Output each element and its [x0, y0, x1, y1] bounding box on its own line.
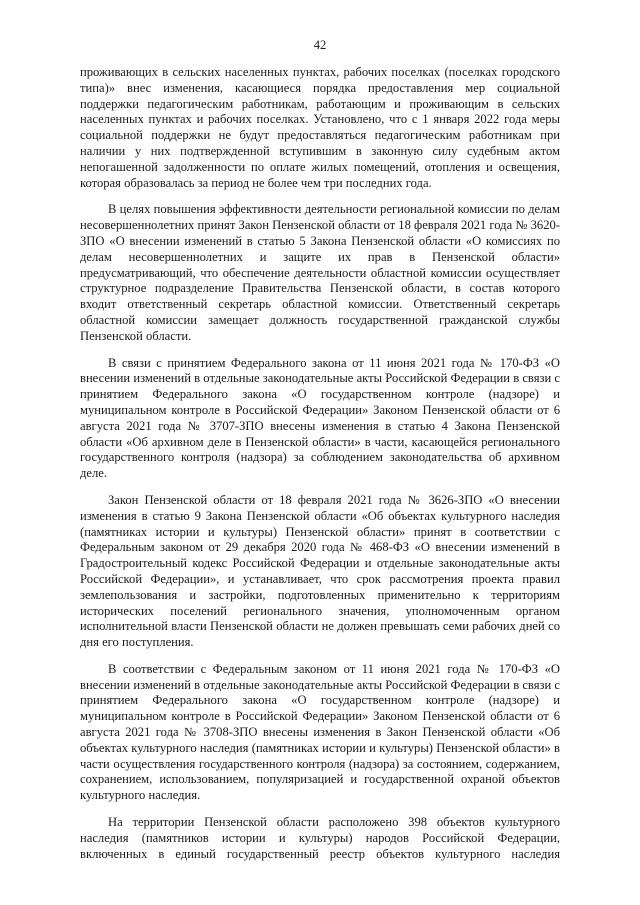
paragraph-6: На территории Пензенской области расположено 398 объектов культурного наследия (памятников истории и культуры) народов Российской Федерации, включенных в единый государственный реестр объектов культурного наследия	[80, 815, 560, 861]
paragraph-4: Закон Пензенской области от 18 февраля 2021 года № 3626-ЗПО «О внесении изменения в статью 9 Закона Пензенской области «Об объектах культурного наследия (памятниках истории и культуры) Пензенской области» принят в соответствии с Федеральным законом от 29 декабря 2020 года № 468-ФЗ «О внесении изменений в Градостроительный кодекс Российской Федерации и отдельные законодательные акты Российской Федерации», и устанавливает, что срок рассмотрения проекта правил землепользования и застройки, подготовленных применительно к территориям исторических поселений регионального значения, уполномоченным органом исполнительной власти Пензенской области не должен превышать семи рабочих дней со дня его поступления.	[80, 492, 560, 650]
paragraph-5: В соответствии с Федеральным законом от 11 июня 2021 года № 170-ФЗ «О внесении изменений в отдельные законодательные акты Российской Федерации в связи с принятием Федерального закона «О государственном контроле (надзоре) и муниципальном контроле в Российской Федерации» Законом Пензенской области от 6 августа 2021 года № 3708-ЗПО внесены изменения в Закон Пензенской области «Об объектах культурного наследия (памятниках истории и культуры) Пензенской области» в части осуществления государственного контроля (надзора) за состоянием, содержанием, сохранением, использованием, популяризацией и государственной охраной объектов культурного наследия.	[80, 661, 560, 803]
paragraph-1: проживающих в сельских населенных пунктах, рабочих поселках (поселках городского типа)» внес изменения, касающиеся порядка предоставления мер социальной поддержки педагогическим работникам, работающим и проживающим в сельских населенных пунктах и рабочих поселках. Установлено, что с 1 января 2022 года меры социальной поддержки не будут предоставляться педагогическим работникам при наличии у них подтвержденной вступившим в законную силу судебным актом непогашенной задолженности по оплате жилых помещений, отопления и освещения, которая образовалась за период не более чем три последних года.	[80, 65, 560, 190]
paragraph-3: В связи с принятием Федерального закона от 11 июня 2021 года № 170-ФЗ «О внесении изменений в отдельные законодательные акты Российской Федерации в связи с принятием Федерального закона «О государственном контроле (надзоре) и муниципальном контроле в Российской Федерации» Законом Пензенской области от 6 августа 2021 года № 3707-ЗПО внесены изменения в статью 4 Закона Пензенской области «Об архивном деле в Пензенской области» в части, касающейся регионального государственного контроля (надзора) за соблюдением законодательства об архивном деле.	[80, 355, 560, 481]
page-number: 42	[313, 38, 327, 52]
paragraph-2: В целях повышения эффективности деятельности региональной комиссии по делам несовершеннолетних принят Закон Пензенской области от 18 февраля 2021 года № 3620-ЗПО «О внесении изменений в статью 5 Закона Пензенской области «О комиссиях по делам несовершеннолетних и защите их прав в Пензенской области» предусматривающий, что обеспечение деятельности областной комиссии осуществляет структурное подразделение Правительства Пензенской области, в состав которого входит ответственный секретарь областной комиссии. Ответственный секретарь областной комиссии замещает должность государственной гражданской службы Пензенской области.	[80, 202, 560, 343]
